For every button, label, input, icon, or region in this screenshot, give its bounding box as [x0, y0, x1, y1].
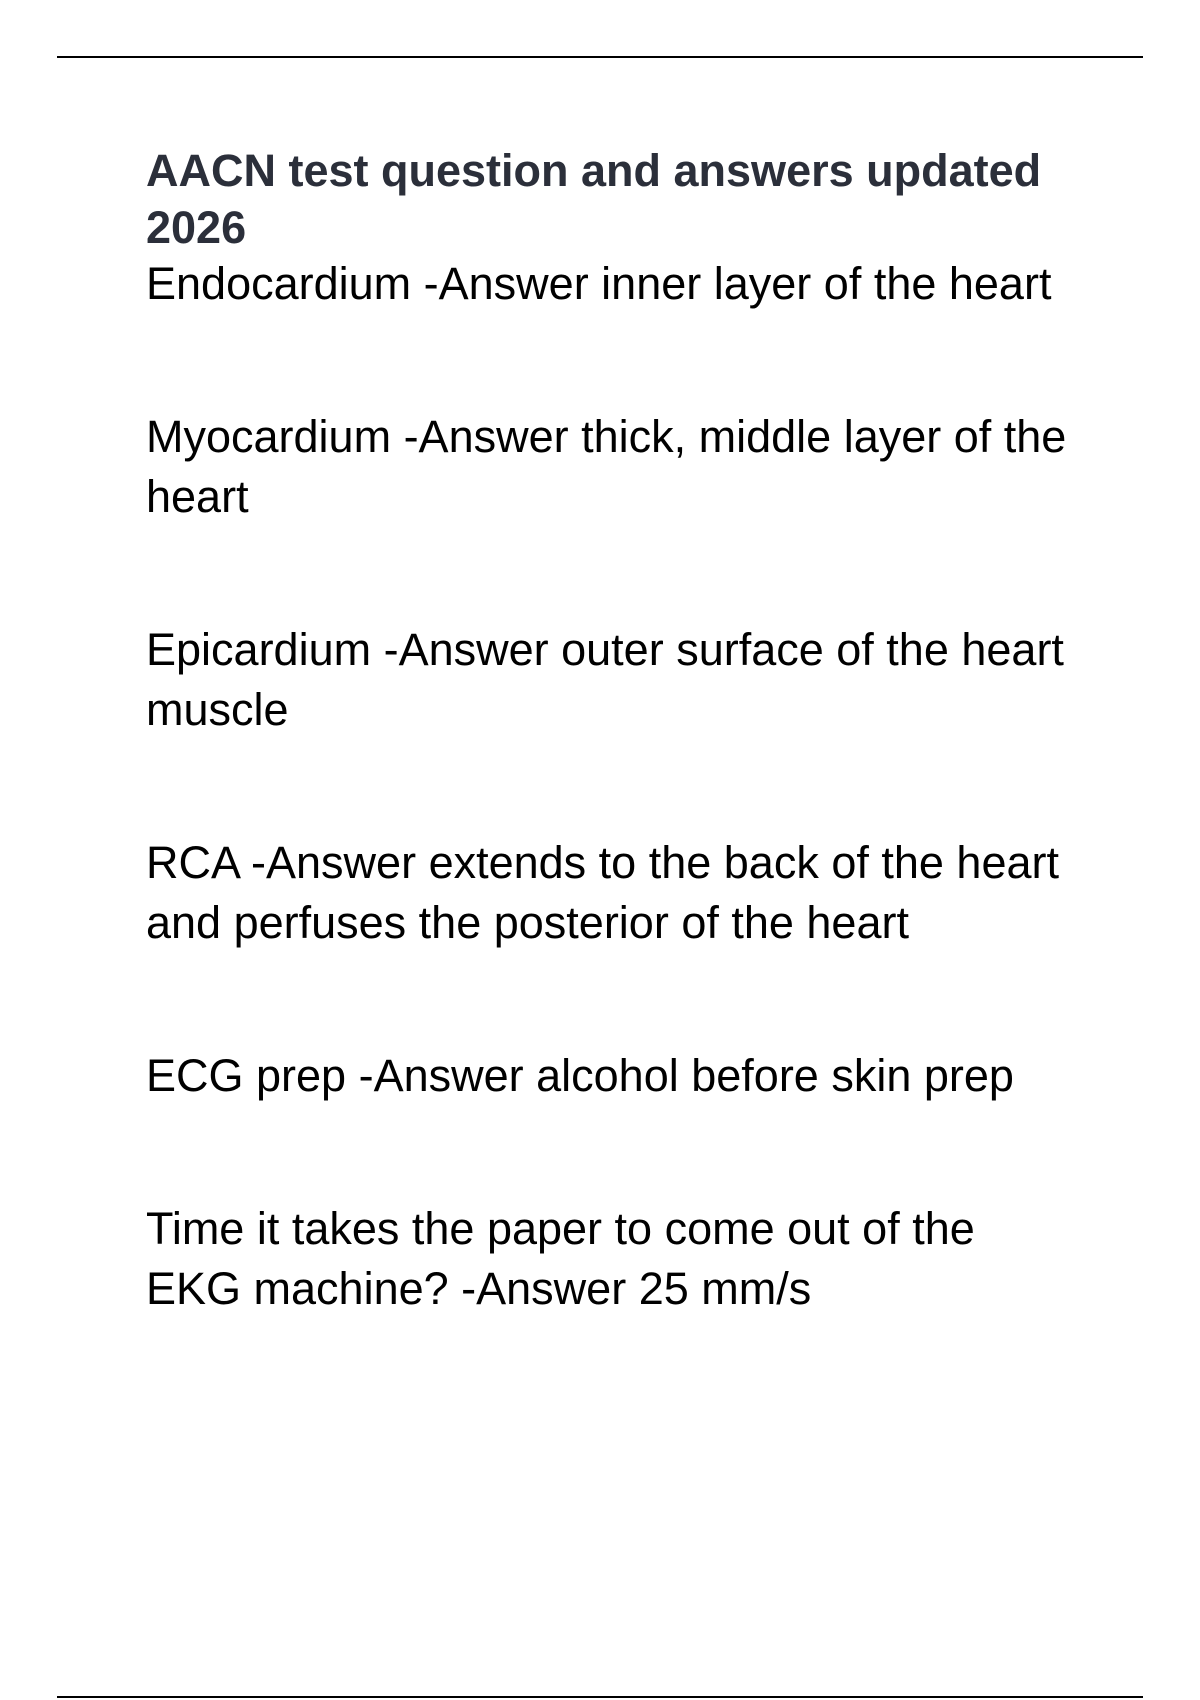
- qa-item-endocardium: Endocardium -Answer inner layer of the heart: [146, 258, 1052, 309]
- qa-item-epicardium: Epicardium -Answer outer surface of the heart muscle: [146, 624, 1064, 735]
- qa-item-rca: RCA -Answer extends to the back of the heart and perfuses the posterior of the heart: [146, 837, 1059, 948]
- qa-item-ecg-prep: ECG prep -Answer alcohol before skin prep: [146, 1050, 1014, 1101]
- qa-item-myocardium: Myocardium -Answer thick, middle layer of the heart: [146, 411, 1067, 522]
- qa-list: [146, 254, 1076, 1319]
- document-title: AACN test question and answers updated 2026: [146, 145, 1042, 253]
- qa-item-ekg-paper-speed: Time it takes the paper to come out of the EKG machine? -Answer 25 mm/s: [146, 1203, 975, 1314]
- document-body: [146, 142, 1076, 1319]
- page-top-rule: [57, 56, 1143, 58]
- page-bottom-rule: [57, 1696, 1143, 1698]
